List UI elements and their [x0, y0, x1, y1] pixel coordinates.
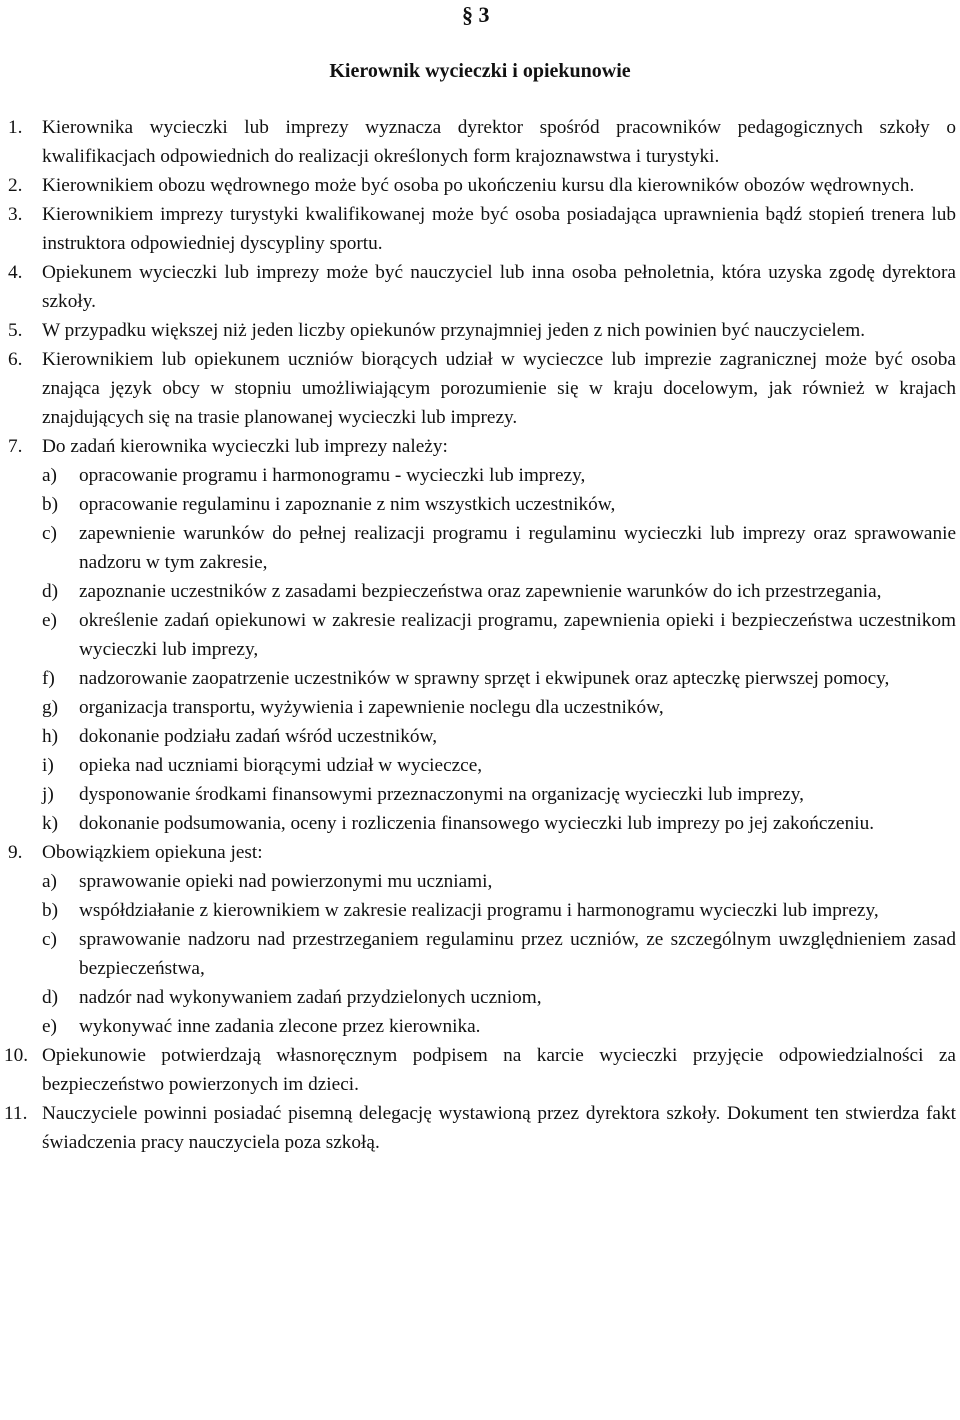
sub-item-text: współdziałanie z kierownikiem w zakresie realizacji programu i harmonogramu wycieczki lub imprezy, [79, 900, 879, 921]
list-item [0, 1041, 956, 1099]
sub-item-text: dokonanie podziału zadań wśród uczestników, [79, 726, 438, 747]
sub-item-text: określenie zadań opiekunowi w zakresie realizacji programu, zapewnienia opieki i bezpieczeństwa uczestnikom wycieczki lub imprezy, [79, 610, 956, 660]
item-number: 7. [8, 436, 23, 457]
sub-list-item [0, 519, 956, 577]
sub-item-letter: i) [42, 755, 54, 776]
sub-list-item [0, 809, 956, 838]
sub-item-letter: f) [42, 668, 55, 689]
sub-list-item [0, 751, 956, 780]
list-item [0, 113, 956, 171]
sub-item-text: dysponowanie środkami finansowymi przeznaczonymi na organizację wycieczki lub imprezy, [79, 784, 804, 805]
item-number: 4. [8, 262, 23, 283]
item-text: Nauczyciele powinni posiadać pisemną delegację wystawioną przez dyrektora szkoły. Dokument ten stwierdza fakt świadczenia pracy nauczyciela poza szkołą. [42, 1103, 956, 1153]
sub-item-letter: b) [42, 494, 59, 515]
item-text: Obowiązkiem opiekuna jest: [42, 842, 263, 863]
list-item [0, 316, 956, 345]
sub-list-item [0, 461, 956, 490]
sub-item-text: zapewnienie warunków do pełnej realizacji programu i regulaminu wycieczki lub imprezy oraz sprawowanie nadzoru w tym zakresie, [79, 523, 956, 573]
sub-list-item [0, 577, 956, 606]
sub-list-item [0, 983, 956, 1012]
item-number: 10. [4, 1045, 29, 1066]
sub-item-letter: b) [42, 900, 59, 921]
list-item [0, 171, 956, 200]
sub-item-letter: c) [42, 523, 57, 544]
item-text: W przypadku większej niż jeden liczby opiekunów przynajmniej jeden z nich powinien być nauczycielem. [42, 320, 866, 341]
sub-item-letter: d) [42, 581, 59, 602]
section-title: Kierownik wycieczki i opiekunowie [329, 60, 631, 82]
sub-item-letter: c) [42, 929, 57, 950]
sub-list-item [0, 722, 956, 751]
sub-item-letter: g) [42, 697, 59, 718]
item-text: Opiekunem wycieczki lub imprezy może być nauczyciel lub inna osoba pełnoletnia, która uzyska zgodę dyrektora szkoły. [42, 262, 956, 312]
sub-item-text: organizacja transportu, wyżywienia i zapewnienie noclegu dla uczestników, [79, 697, 664, 718]
sub-list-item [0, 606, 956, 664]
sub-item-text: nadzorowanie zaopatrzenie uczestników w sprawny sprzęt i ekwipunek oraz apteczkę pierwszej pomocy, [79, 668, 890, 689]
sub-item-text: zapoznanie uczestników z zasadami bezpieczeństwa oraz zapewnienie warunków do ich przestrzegania, [79, 581, 882, 602]
sub-list-item [0, 896, 956, 925]
sub-list-item [0, 925, 956, 983]
item-text: Kierownikiem lub opiekunem uczniów biorących udział w wycieczce lub imprezie zagranicznej może być osoba znająca język obcy w stopniu umożliwiającym porozumienie się w kraju docelowym, jak również w krajach znajdujących się na trasie planowanej wycieczki lub imprezy. [42, 349, 956, 428]
item-number: 1. [8, 117, 23, 138]
sub-item-letter: a) [42, 871, 57, 892]
list-item [0, 432, 956, 461]
item-text: Kierownikiem imprezy turystyki kwalifikowanej może być osoba posiadająca uprawnienia bądź stopień trenera lub instruktora odpowiedniej dyscypliny sportu. [42, 204, 956, 254]
sub-item-letter: a) [42, 465, 57, 486]
sub-item-text: sprawowanie nadzoru nad przestrzeganiem regulaminu przez uczniów, ze szczególnym uwzględnieniem zasad bezpieczeństwa, [79, 929, 956, 979]
item-number: 2. [8, 175, 23, 196]
item-number: 11. [4, 1103, 28, 1124]
item-number: 5. [8, 320, 23, 341]
sub-item-text: opracowanie programu i harmonogramu - wycieczki lub imprezy, [79, 465, 586, 486]
list-item [0, 1099, 956, 1157]
regulation-list [0, 113, 956, 1157]
item-text: Opiekunowie potwierdzają własnoręcznym podpisem na karcie wycieczki przyjęcie odpowiedzialności za bezpieczeństwo powierzonych im dzieci. [42, 1045, 956, 1095]
sub-item-text: dokonanie podsumowania, oceny i rozliczenia finansowego wycieczki lub imprezy po jej zakończeniu. [79, 813, 875, 834]
sub-item-letter: e) [42, 610, 57, 631]
sub-item-letter: k) [42, 813, 59, 834]
sub-list-item [0, 664, 956, 693]
item-number: 3. [8, 204, 23, 225]
list-item [0, 258, 956, 316]
item-text: Kierownika wycieczki lub imprezy wyznacza dyrektor spośród pracowników pedagogicznych szkoły o kwalifikacjach odpowiednich do realizacji określonych form krajoznawstwa i turystyki. [42, 117, 956, 167]
sub-item-text: nadzór nad wykonywaniem zadań przydzielonych uczniom, [79, 987, 542, 1008]
item-number: 9. [8, 842, 23, 863]
list-item [0, 345, 956, 432]
sub-list-item [0, 693, 956, 722]
sub-list-item [0, 867, 956, 896]
sub-item-letter: d) [42, 987, 59, 1008]
list-item [0, 200, 956, 258]
sub-list-item [0, 1012, 956, 1041]
sub-item-text: wykonywać inne zadania zlecone przez kierownika. [79, 1016, 481, 1037]
sub-item-text: opracowanie regulaminu i zapoznanie z nim wszystkich uczestników, [79, 494, 616, 515]
sub-item-letter: h) [42, 726, 59, 747]
sub-item-text: opieka nad uczniami biorącymi udział w wycieczce, [79, 755, 483, 776]
sub-item-letter: e) [42, 1016, 57, 1037]
item-text: Kierownikiem obozu wędrownego może być osoba po ukończeniu kursu dla kierowników obozów wędrownych. [42, 175, 915, 196]
list-item [0, 838, 956, 867]
sub-list-item [0, 780, 956, 809]
sub-item-text: sprawowanie opieki nad powierzonymi mu uczniami, [79, 871, 493, 892]
item-text: Do zadań kierownika wycieczki lub imprezy należy: [42, 436, 448, 457]
sub-list-item [0, 490, 956, 519]
sub-item-letter: j) [42, 784, 54, 805]
section-number: § 3 [462, 2, 490, 27]
item-number: 6. [8, 349, 23, 370]
